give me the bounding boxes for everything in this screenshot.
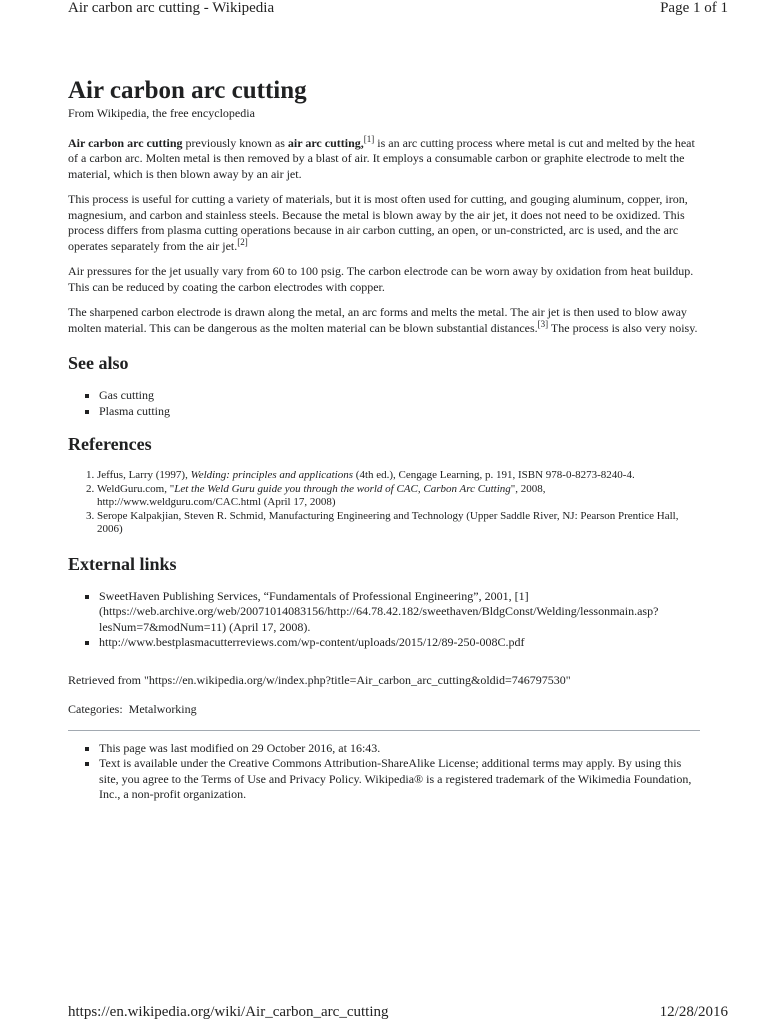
electrode-text-2: The process is also very noisy. — [548, 320, 698, 335]
external-link-sweethaven[interactable]: ▪ SweetHaven Publishing Services, “Fundamentals of Professional Engineering”, 2001, [1] (https://web.archive.org/web/20071014083156/http://64.78.42.182/sweethaven/BldgConst/Welding/lessonmain.asp?lesNum=7&modNum=11) (April 17, 2008). — [99, 589, 700, 636]
print-footer — [68, 1000, 728, 1024]
intro-paragraph — [68, 133, 700, 183]
category-link-metalworking[interactable]: Metalworking — [128, 702, 197, 716]
electrode-paragraph — [68, 305, 700, 336]
print-header-title: Air carbon arc cutting - Wikipedia — [68, 0, 275, 16]
article-subtitle: From Wikipedia, the free encyclopedia — [68, 106, 255, 120]
pressure-paragraph: Air pressures for the jet usually vary from 60 to 100 psig. The carbon electrode can be worn away by oxidation from heat buildup. This can be reduced by coating the carbon electrodes with copper. — [68, 264, 694, 294]
citation-3[interactable]: [3] — [537, 318, 549, 329]
categories-label: Categories: — [68, 702, 123, 716]
see-also-link-plasma-cutting[interactable]: ▪ Plasma cutting — [99, 404, 700, 420]
reference-1-text: Jeffus, Larry (1997), — [97, 469, 191, 481]
see-also-heading: See also — [68, 353, 129, 373]
article-content — [68, 76, 700, 803]
reference-1 — [97, 469, 700, 483]
see-also-link-gas-cutting[interactable]: ▪ Gas cutting — [99, 388, 700, 404]
citation-1[interactable]: [1] — [363, 133, 375, 144]
print-footer-url: https://en.wikipedia.org/wiki/Air_carbon_arc_cutting — [68, 1004, 389, 1020]
print-footer-date: 12/28/2016 — [659, 1004, 728, 1020]
external-link-plasma-pdf[interactable]: ▪ http://www.bestplasmacutterreviews.com/wp-content/uploads/2015/12/89-250-008C.pdf — [99, 635, 700, 651]
intro-bold-alt-term: air arc cutting, — [287, 135, 364, 150]
citation-2[interactable]: [2] — [237, 236, 248, 247]
reference-2-text: WeldGuru.com, " — [97, 482, 175, 495]
intro-bold-term: Air carbon arc cutting — [68, 135, 183, 150]
electrode-text-1: The sharpened carbon electrode is drawn along the metal, an arc forms and melts the metal. The air jet is then used to blow away molten material. This can be dangerous as the molten material can be blown substantial distances. — [68, 305, 687, 335]
last-modified: ▪ This page was last modified on 29 October 2016, at 16:43. — [99, 741, 700, 757]
reference-3: 3. Serope Kalpakjian, Steven R. Schmid, Manufacturing Engineering and Technology (Upper Saddle River, NJ: Pearson Prentice Hall, 2006) — [97, 510, 700, 537]
reference-1-details: (4th ed.), Cengage Learning, p. 191, ISBN 978-0-8273-8240-4. — [353, 469, 635, 481]
external-links-list — [68, 589, 700, 651]
reference-1-work[interactable]: Welding: principles and applications — [190, 469, 354, 481]
usage-text: This process is useful for cutting a variety of materials, but it is most often used for cutting, and gouging aluminum, copper, iron, magnesium, and carbon and stainless steels. Because the metal is blown away by the air jet, it does not need to be oxidized. This process differs from plasma cutting operations because in air carbon cutting, an open, or un-constricted, arc is used, and the arc operates separately from the air jet. — [68, 192, 688, 253]
retrieved-from: Retrieved from "https://en.wikipedia.org/w/index.php?title=Air_carbon_arc_cutting&oldid=746797530" — [68, 672, 571, 687]
see-also-list — [68, 388, 700, 419]
reference-2-work[interactable]: Let the Weld Guru guide you through the world of CAC, Carbon Arc Cutting — [174, 482, 511, 495]
article-title: Air carbon arc cutting — [68, 77, 307, 104]
external-links-heading: External links — [68, 553, 177, 574]
categories-bar — [68, 702, 700, 718]
reference-2-details: ", 2008, http://www.weldguru.com/CAC.html (April 17, 2008) — [97, 482, 546, 508]
footer-divider — [68, 730, 700, 731]
print-header — [68, 0, 728, 24]
reference-2 — [97, 483, 700, 510]
intro-text-1: previously known as — [182, 135, 288, 150]
references-list — [68, 469, 700, 537]
license-notice: ▪ Text is available under the Creative Commons Attribution-ShareAlike License; additional terms may apply. By using this site, you agree to the Terms of Use and Privacy Policy. Wikipedia® is a registered trademark of the Wikimedia Foundation, Inc., a non-profit organization. — [99, 756, 700, 803]
intro-text-2: is an arc cutting process where metal is cut and melted by the heat of a carbon arc. Molten metal is then removed by a blast of air. It employs a consumable carbon or graphite electrode to melt the material, which is then blown away by an air jet. — [68, 135, 695, 181]
print-header-page-number: Page 1 of 1 — [660, 0, 728, 16]
references-heading: References — [68, 434, 152, 454]
page-footer-info — [68, 741, 700, 803]
usage-paragraph — [68, 192, 700, 254]
